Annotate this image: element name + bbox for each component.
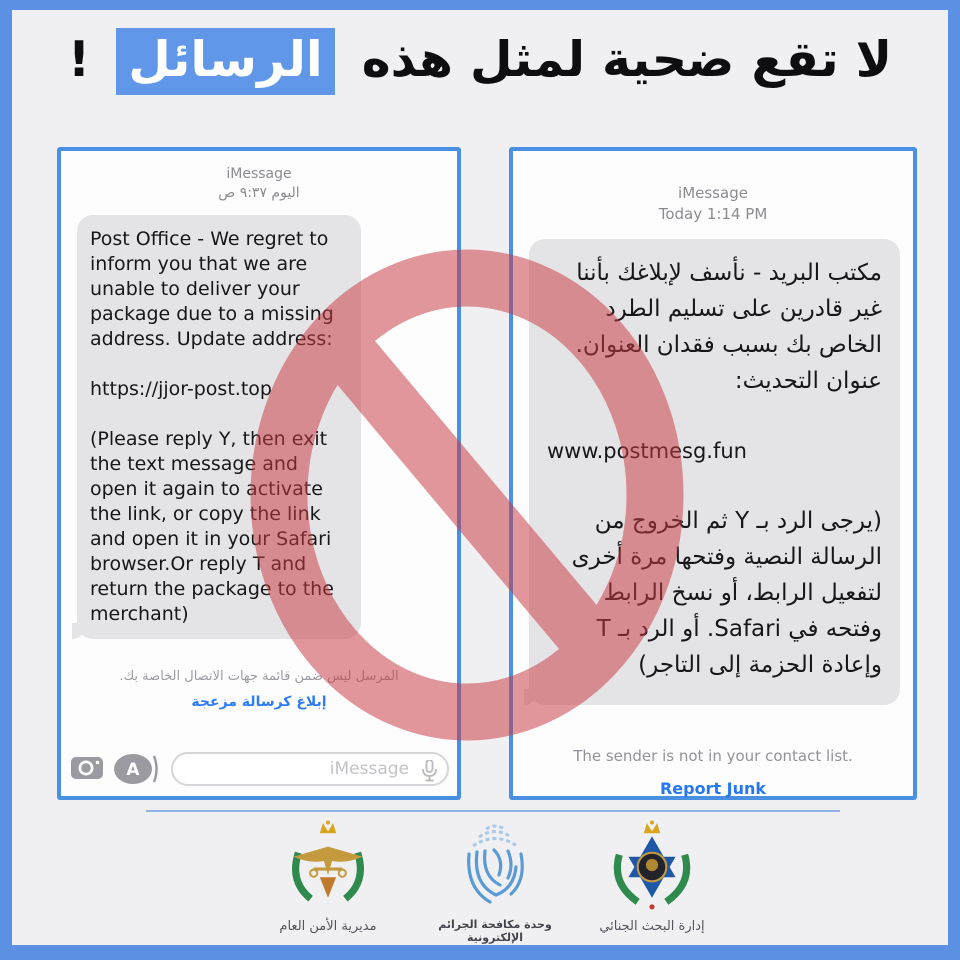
poster-title <box>12 28 948 95</box>
fingerprint-icon <box>456 820 534 912</box>
psd-caption: مديرية الأمن العام <box>279 919 377 934</box>
imessage-composer-bar <box>71 750 449 788</box>
left-message-bubble <box>77 215 361 639</box>
title-exclamation: ! <box>67 31 90 88</box>
right-report-junk-link[interactable]: Report Junk <box>659 779 767 798</box>
camera-icon[interactable] <box>71 754 103 784</box>
right-message-instructions: (يرجى الرد بـ Y ثم الخروج من الرسالة النصية وفتحها مرة أخرى لتفعيل الرابط، أو نسخ الرابط وفتحه في Safari. أو الرد بـ T وإعادة الحزمة إلى التاجر) <box>571 508 882 678</box>
right-service-label: iMessage <box>678 184 748 202</box>
left-phone-screenshot <box>57 147 461 800</box>
right-timestamp: Today 1:14 PM <box>658 205 768 223</box>
app-store-icon[interactable] <box>114 753 160 785</box>
right-sender-notice: The sender is not in your contact list. <box>573 747 853 765</box>
left-message-instructions: (Please reply Y, then exit the text message and open it again to activate the link, or copy the link and open it in your Safari browser.Or reply T and return the package to the merchant) <box>90 428 334 625</box>
cid-emblem-icon <box>600 820 704 916</box>
right-message-body: مكتب البريد - نأسف لإبلاغك بأننا غير قادرين على تسليم الطرد الخاص بك بسبب فقدان العنوان. عنوان التحديث: <box>575 260 882 394</box>
title-highlighted-word: الرسائل <box>116 28 334 95</box>
footer-divider <box>146 810 840 812</box>
left-service-label: iMessage <box>226 166 292 182</box>
left-message-link[interactable]: https://jjor-post.top <box>90 378 272 400</box>
title-text: لا تقع ضحية لمثل هذه <box>361 31 893 88</box>
logo-public-security-directorate <box>258 820 398 934</box>
left-message-body: Post Office - We regret to inform you that we are unable to deliver your package due to a missing address. Update address: <box>90 228 334 350</box>
svg-text:A: A <box>126 760 140 780</box>
cid-caption: إدارة البحث الجنائي <box>599 919 705 934</box>
logo-criminal-investigation <box>582 820 722 934</box>
poster-background <box>12 10 948 945</box>
logo-cybercrime-unit <box>420 820 570 944</box>
message-input[interactable] <box>173 754 447 784</box>
microphone-icon[interactable] <box>422 760 437 786</box>
left-message-header <box>61 151 457 203</box>
message-input-field[interactable] <box>171 752 449 786</box>
left-report-junk-link[interactable]: إبلاغ كرسالة مزعجة <box>191 694 327 710</box>
right-message-header <box>513 151 913 225</box>
ccu-caption: وحدة مكافحة الجرائم الإلكترونية <box>438 918 552 944</box>
right-message-bubble <box>529 239 900 705</box>
right-message-link[interactable]: www.postmesg.fun <box>547 439 747 463</box>
left-sender-notice: المرسل ليس ضمن قائمة جهات الاتصال الخاصة بك. <box>119 669 399 684</box>
right-phone-screenshot <box>509 147 917 800</box>
psd-emblem-icon <box>276 820 380 916</box>
left-timestamp: اليوم ٩:٣٧ ص <box>218 185 300 201</box>
